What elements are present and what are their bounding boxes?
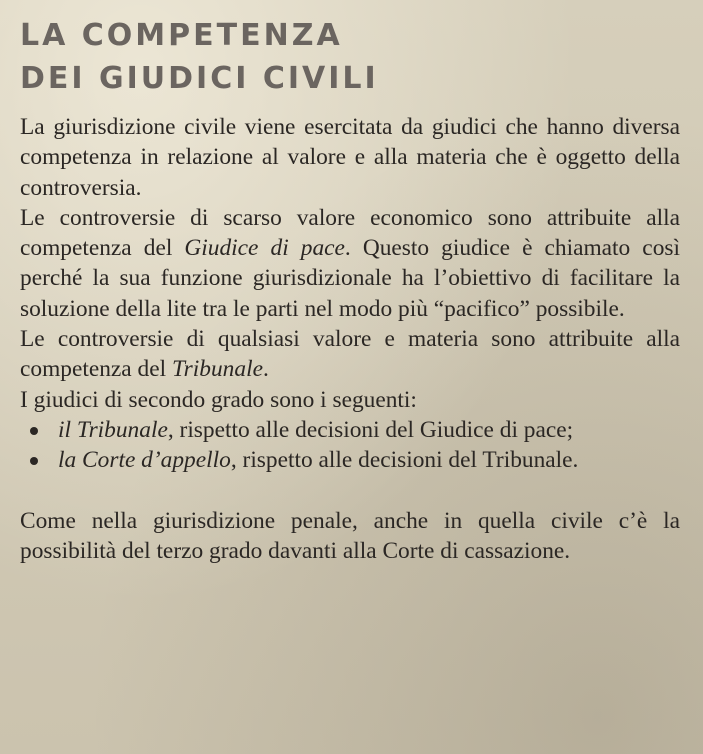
paragraph-tribunale: Le controversie di qualsiasi valore e materia sono attribuite alla competenza del Tribunale.	[20, 326, 680, 383]
paragraph-giurisdizione-civile: La giurisdizione civile viene esercitata da giudici che hanno diversa competenza in relazione al valore e alla materia che è oggetto della controversia.	[20, 114, 680, 201]
list-item	[20, 415, 680, 445]
body-text	[20, 112, 680, 566]
list-item-term: il Tribunale	[58, 416, 168, 443]
paragraph-giudice-di-pace: Le controversie di scarso valore economico sono attribuite alla competenza del Giudice di pace. Questo giudice è chiamato così perché la sua funzione giurisdizionale ha l’obiettivo di facilitare la soluzione della lite tra le parti nel modo più “pacifico” possibile.	[20, 204, 680, 322]
section-title-line-2: DEI GIUDICI CIVILI	[20, 61, 379, 96]
list-item-text: , rispetto alle decisioni del Tribunale.	[230, 447, 579, 474]
list-item	[20, 445, 680, 475]
list-item-text: , rispetto alle decisioni del Giudice di pace;	[167, 416, 574, 443]
second-degree-list	[20, 415, 680, 476]
list-item-term: la Corte d’appello	[58, 447, 231, 474]
paragraph-spacer	[20, 476, 680, 506]
section-title	[20, 14, 379, 100]
term-tribunale: Tribunale	[171, 356, 263, 383]
paragraph-terzo-grado: Come nella giurisdizione penale, anche in quella civile c’è la possibilità del terzo grado davanti alla Corte di cassazione.	[20, 507, 680, 564]
term-giudice-di-pace: Giudice di pace	[184, 235, 345, 262]
section-title-line-1: LA COMPETENZA	[20, 18, 343, 53]
bullet-icon	[30, 457, 38, 465]
paragraph-secondo-grado: I giudici di secondo grado sono i seguenti:	[20, 386, 417, 413]
bullet-icon	[30, 427, 38, 435]
